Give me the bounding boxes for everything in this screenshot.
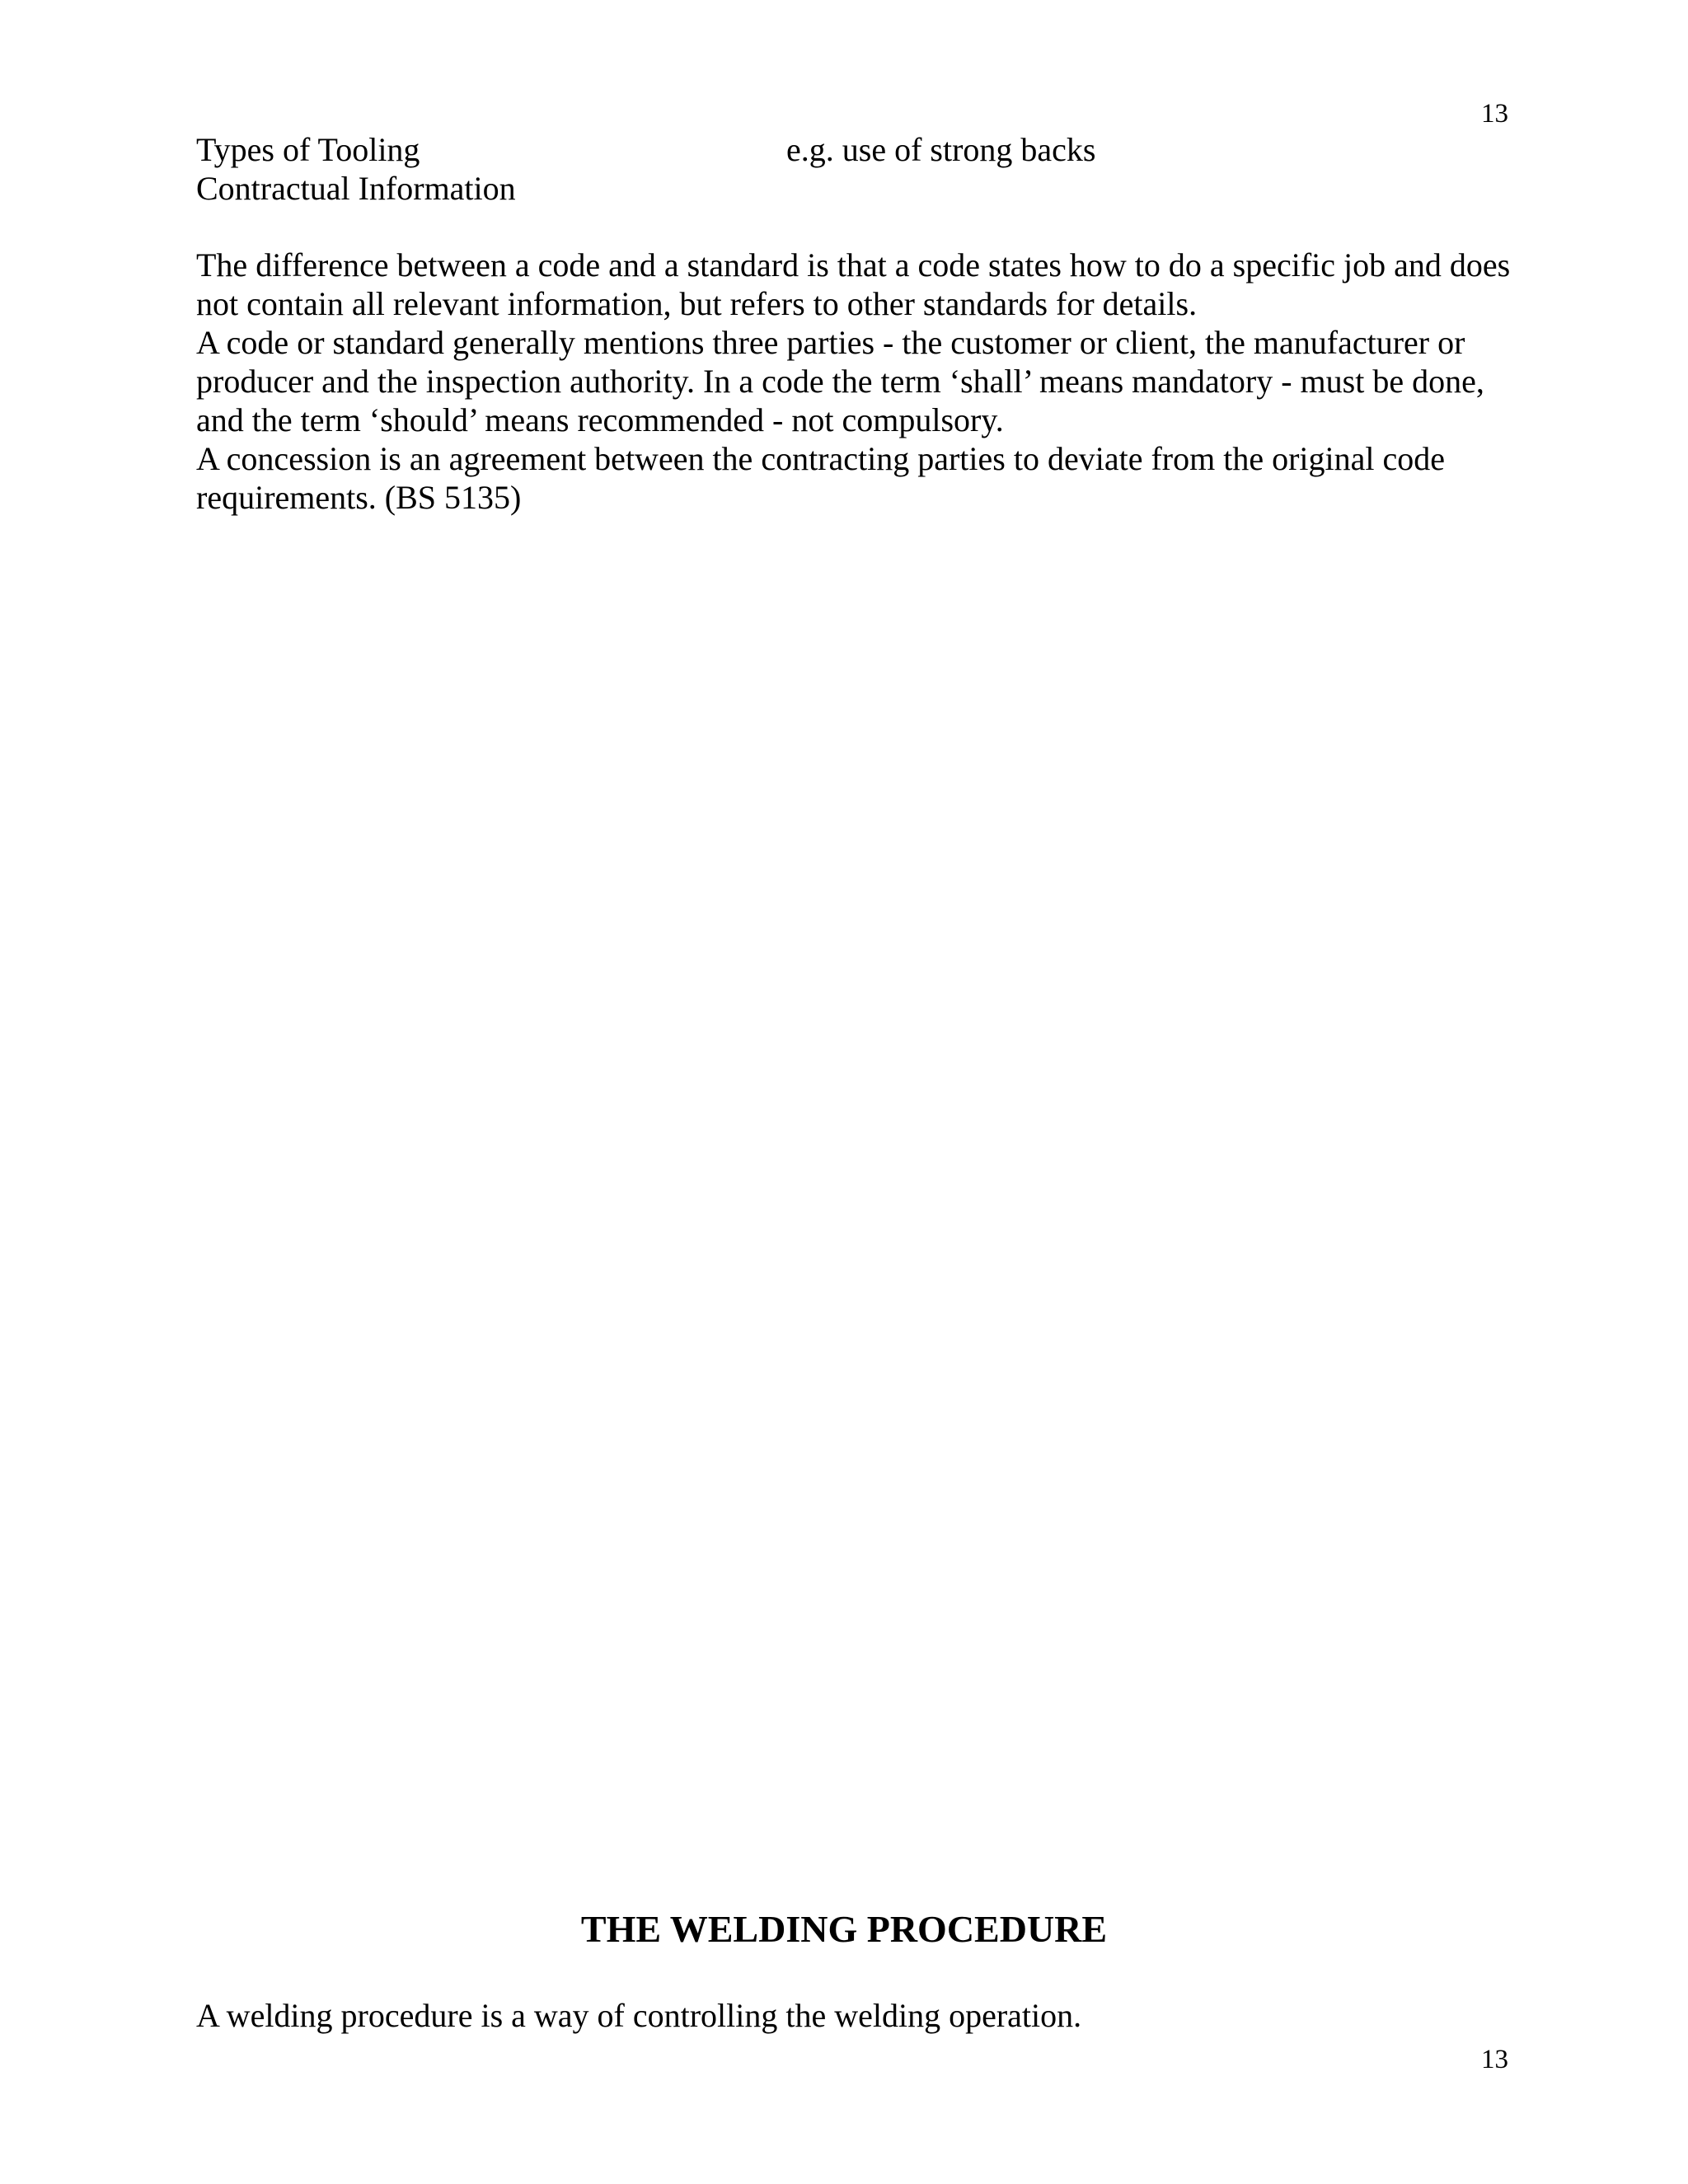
paragraph-code-vs-standard: The difference between a code and a standard is that a code states how to do a specific job and does not contain all relevant information, but refers to other standards for details. xyxy=(196,246,1511,322)
types-of-tooling-label: Types of Tooling xyxy=(196,131,420,168)
section-heading: THE WELDING PROCEDURE xyxy=(580,1908,1108,1950)
paragraph-concession: A concession is an agreement between the contracting parties to deviate from the original code requirements. (BS 5135) xyxy=(196,440,1445,516)
contractual-information-label: Contractual Information xyxy=(196,170,516,207)
page-number-bottom: 13 xyxy=(1481,2045,1508,2074)
page-number-top: 13 xyxy=(1481,99,1508,129)
code-standard-paragraphs xyxy=(196,246,1515,517)
welding-procedure-text: A welding procedure is a way of controlling the welding operation. xyxy=(196,1997,1082,2034)
tooling-example: e.g. use of strong backs xyxy=(786,131,1096,168)
tooling-row xyxy=(196,130,1515,169)
paragraph-three-parties: A code or standard generally mentions three parties - the customer or client, the manufacturer or producer and the inspection authority. In a code the term ‘shall’ means mandatory - must be done, and the term ‘should’ means recommended - not compulsory. xyxy=(196,324,1484,438)
